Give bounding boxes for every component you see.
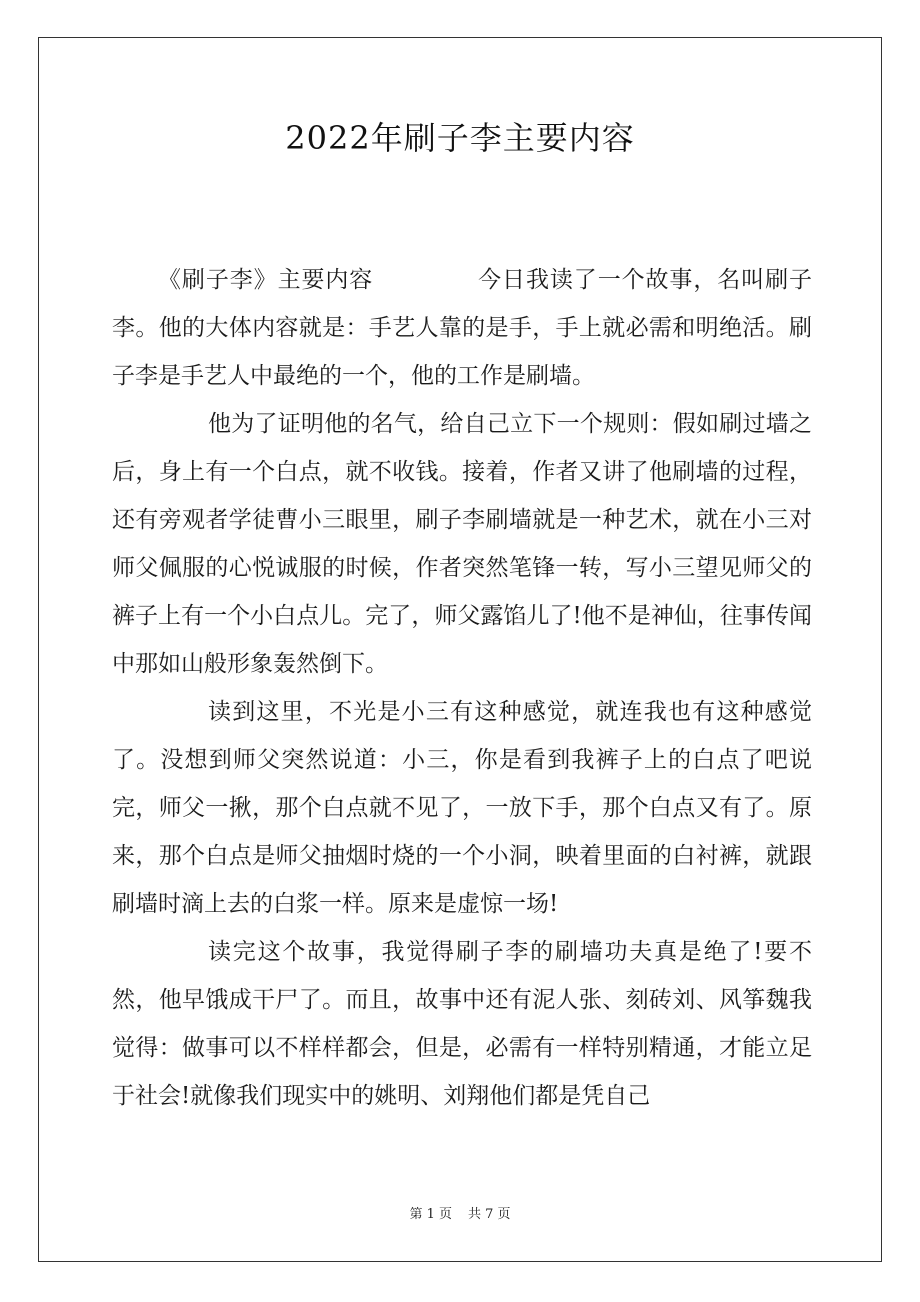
paragraph-3: 读到这里，不光是小三有这种感觉，就连我也有这种感觉了。没想到师父突然说道：小三，你是看到我裤子上的白点了吧说完，师父一揪，那个白点就不见了，一放下手，那个白点又有了。原来，那个白点是师父抽烟时烧的一个小洞，映着里面的白衬裤，就跟刷墙时滴上去的白浆一样。原来是虚惊一场!	[112, 699, 812, 917]
paragraph-1	[112, 256, 812, 400]
page-total: 共 7 页	[468, 1207, 511, 1222]
document-body	[112, 256, 812, 1120]
paragraph-1-text: 今日我读了一个故事，名叫刷子李。他的大体内容就是：手艺人靠的是手，手上就必需和明绝活。刷子李是手艺人中最绝的一个，他的工作是刷墙。	[112, 267, 813, 389]
page-number: 第 1 页	[409, 1207, 452, 1222]
document-title: 2022年刷子李主要内容	[285, 119, 635, 157]
page-footer	[0, 1205, 920, 1225]
paragraph-4: 读完这个故事，我觉得刷子李的刷墙功夫真是绝了!要不然，他早饿成干尸了。而且，故事中还有泥人张、刻砖刘、风筝魏我觉得：做事可以不样样都会，但是，必需有一样特别精通，才能立足于社会!就像我们现实中的姚明、刘翔他们都是凭自己	[112, 939, 812, 1109]
intro-label: 《刷子李》主要内容	[158, 267, 374, 293]
paragraph-2: 他为了证明他的名气，给自己立下一个规则：假如刷过墙之后，身上有一个白点，就不收钱。接着，作者又讲了他刷墙的过程，还有旁观者学徒曹小三眼里，刷子李刷墙就是一种艺术，就在小三对师父佩服的心悦诚服的时候，作者突然笔锋一转，写小三望见师父的裤子上有一个小白点儿。完了，师父露馅儿了!他不是神仙，往事传闻中那如山般形象轰然倒下。	[112, 411, 812, 677]
